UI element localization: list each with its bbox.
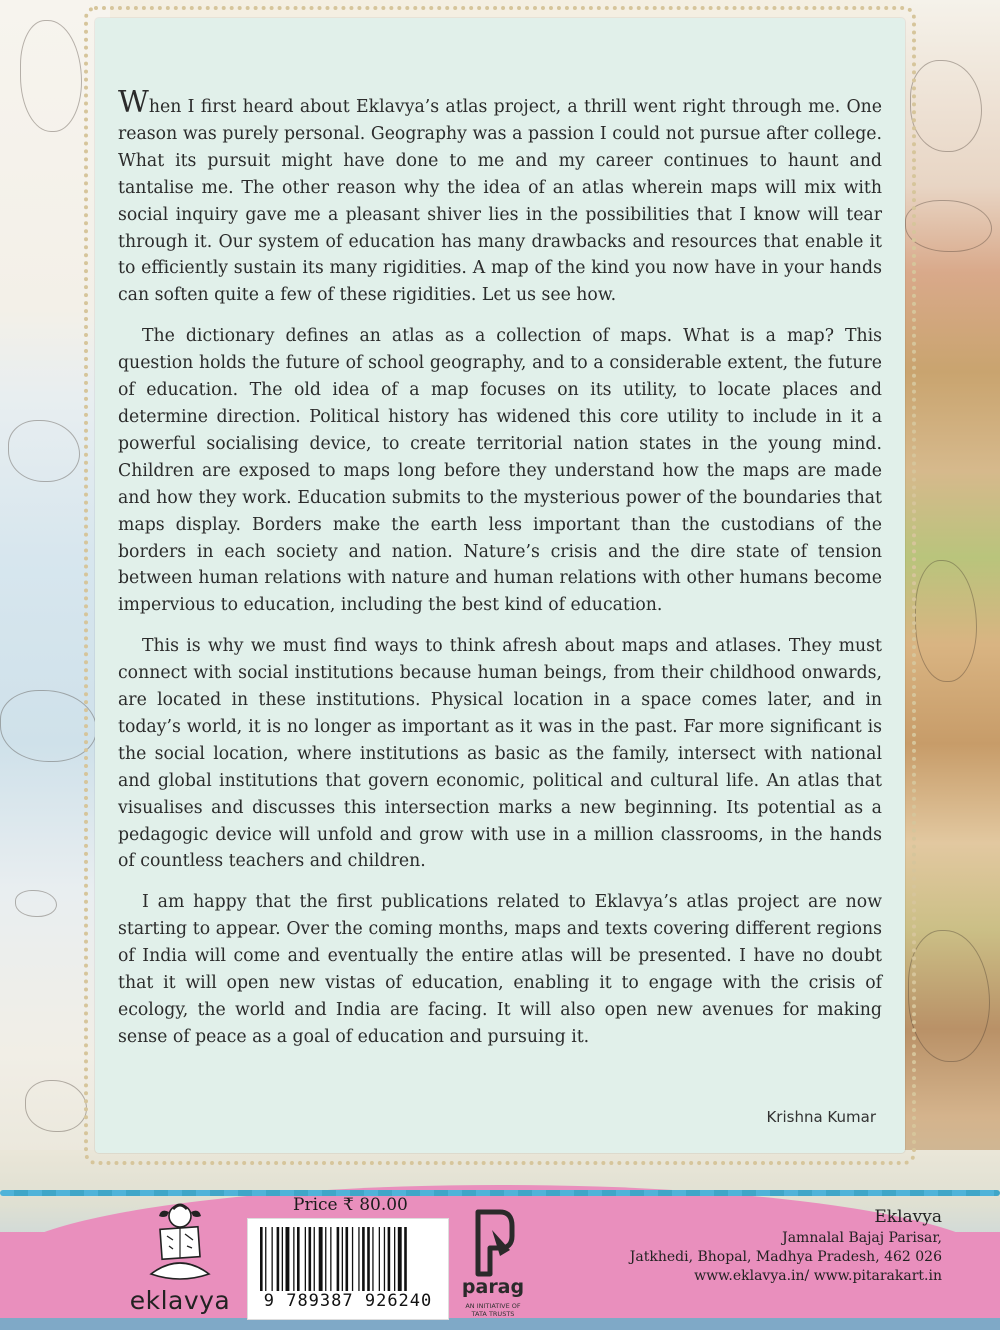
barcode-bar xyxy=(293,1227,294,1291)
publisher-address xyxy=(560,1205,942,1286)
parag-logo xyxy=(458,1200,528,1320)
barcode-bar xyxy=(372,1227,373,1291)
paragraph-1-text: hen I first heard about Eklavya’s atlas project, a thrill went right through me. One reason was purely personal. Geography was a passion I could not pursue after college. What its pursuit might have done to me and my career continues to haunt and tantalise me. The other reason why the idea of an atlas wherein maps will mix with social inquiry gave me a pleasant shiver lies in the possibilities that I know will tear through it. Our system of education has many drawbacks and resources that enable it to efficiently sustain its many rigidities. A map of the kind you now have in your hands can soften quite a few of these rigidities. Let us see how. xyxy=(118,97,882,306)
reading-girl-icon xyxy=(143,1200,217,1286)
barcode-bar xyxy=(277,1227,280,1291)
barcode-bar xyxy=(352,1227,353,1291)
barcode-bar xyxy=(398,1227,402,1291)
barcode-bar xyxy=(260,1227,263,1291)
barcode-bar xyxy=(325,1227,326,1291)
barcode-bar xyxy=(297,1227,300,1291)
eklavya-logo-text: eklavya xyxy=(129,1286,231,1315)
barcode-bar xyxy=(286,1227,290,1291)
barcode-bar xyxy=(272,1227,273,1291)
parag-logo-text: parag xyxy=(461,1276,525,1298)
barcode-bar xyxy=(337,1227,340,1291)
paragraph-2: The dictionary defines an atlas as a collection of maps. What is a map? This question holds the future of school geography, and to a considerable extent, the future of education. The old idea of a map focuses on its utility, to locate places and determine direction. Political history has widened this core utility to include in it a powerful socialising device, to create territorial nation states in the young mind. Children are exposed to maps long before they understand how the maps are made and how they work. Education submits to the mysterious power of the boundaries that maps display. Borders make the earth less important than the custodians of the borders in each society and nation. Nature’s crisis and the dire state of tension between human relations with nature and human relations with other humans become impervious to education, including the best kind of education. xyxy=(118,326,882,616)
barcode-bar xyxy=(404,1227,407,1291)
publisher-websites: www.eklavya.in/ www.pitarakart.in xyxy=(694,1268,942,1284)
barcode-bar xyxy=(330,1227,331,1291)
author-signature: Krishna Kumar xyxy=(766,1108,876,1126)
barcode-bars xyxy=(258,1227,438,1291)
barcode-bar xyxy=(342,1227,343,1291)
barcode-bar xyxy=(379,1227,380,1291)
publisher-name: Eklavya xyxy=(874,1207,942,1227)
barcode-bar xyxy=(358,1227,359,1291)
drop-cap: W xyxy=(118,85,149,120)
address-line-1: Jamnalal Bajaj Parisar, xyxy=(782,1230,942,1246)
price-label: Price ₹ 80.00 xyxy=(293,1195,408,1215)
address-line-2: Jatkhedi, Bhopal, Madhya Pradesh, 462 026 xyxy=(629,1249,942,1265)
barcode-bar xyxy=(282,1227,283,1291)
illustration-right xyxy=(900,0,1000,1240)
barcode-bar xyxy=(384,1227,385,1291)
barcode-bar xyxy=(305,1227,306,1291)
paragraph-1 xyxy=(118,85,882,309)
eklavya-logo xyxy=(125,1200,235,1315)
barcode-bar xyxy=(314,1227,315,1291)
barcode-bar xyxy=(362,1227,365,1291)
isbn-number: 9 789387 926240 xyxy=(263,1291,433,1311)
barcode-bar xyxy=(319,1227,323,1291)
barcode-bar xyxy=(346,1227,349,1291)
illustration-left xyxy=(0,0,110,1240)
barcode xyxy=(247,1218,449,1320)
paragraph-4: I am happy that the first publications related to Eklavya’s atlas project are now starting to appear. Over the coming months, maps and texts covering different regions of India will come and eventually the entire atlas will be presented. I have no doubt that it will open new vistas of education, enabling it to engage with the crisis of ecology, the world and India are facing. It will also open new avenues for making sense of peace as a goal of education and pursuing it. xyxy=(118,892,882,1047)
barcode-bar xyxy=(309,1227,312,1291)
parag-p-icon xyxy=(470,1208,516,1278)
paragraph-3: This is why we must find ways to think afresh about maps and atlases. They must connect with social institutions because human beings, from their childhood onwards, are located in these institutions. Physical location in a space comes later, and in today’s world, it is no longer as important as it was in the past. Far more significant is the social location, where institutions as basic as the family, intersect with national and global institutions that govern economic, political and cultural life. An atlas that visualises and discusses this intersection marks a new beginning. Its potential as a pedagogic device will unfold and grow with use in a million classrooms, in the hands of countless teachers and children. xyxy=(118,636,882,872)
footer-wave-line xyxy=(0,1190,1000,1196)
foreword-text xyxy=(118,85,882,1065)
barcode-bar xyxy=(388,1227,391,1291)
parag-tagline: AN INITIATIVE OF TATA TRUSTS xyxy=(465,1302,521,1318)
barcode-bar xyxy=(394,1227,395,1291)
barcode-bar xyxy=(265,1227,266,1291)
barcode-bar xyxy=(367,1227,370,1291)
